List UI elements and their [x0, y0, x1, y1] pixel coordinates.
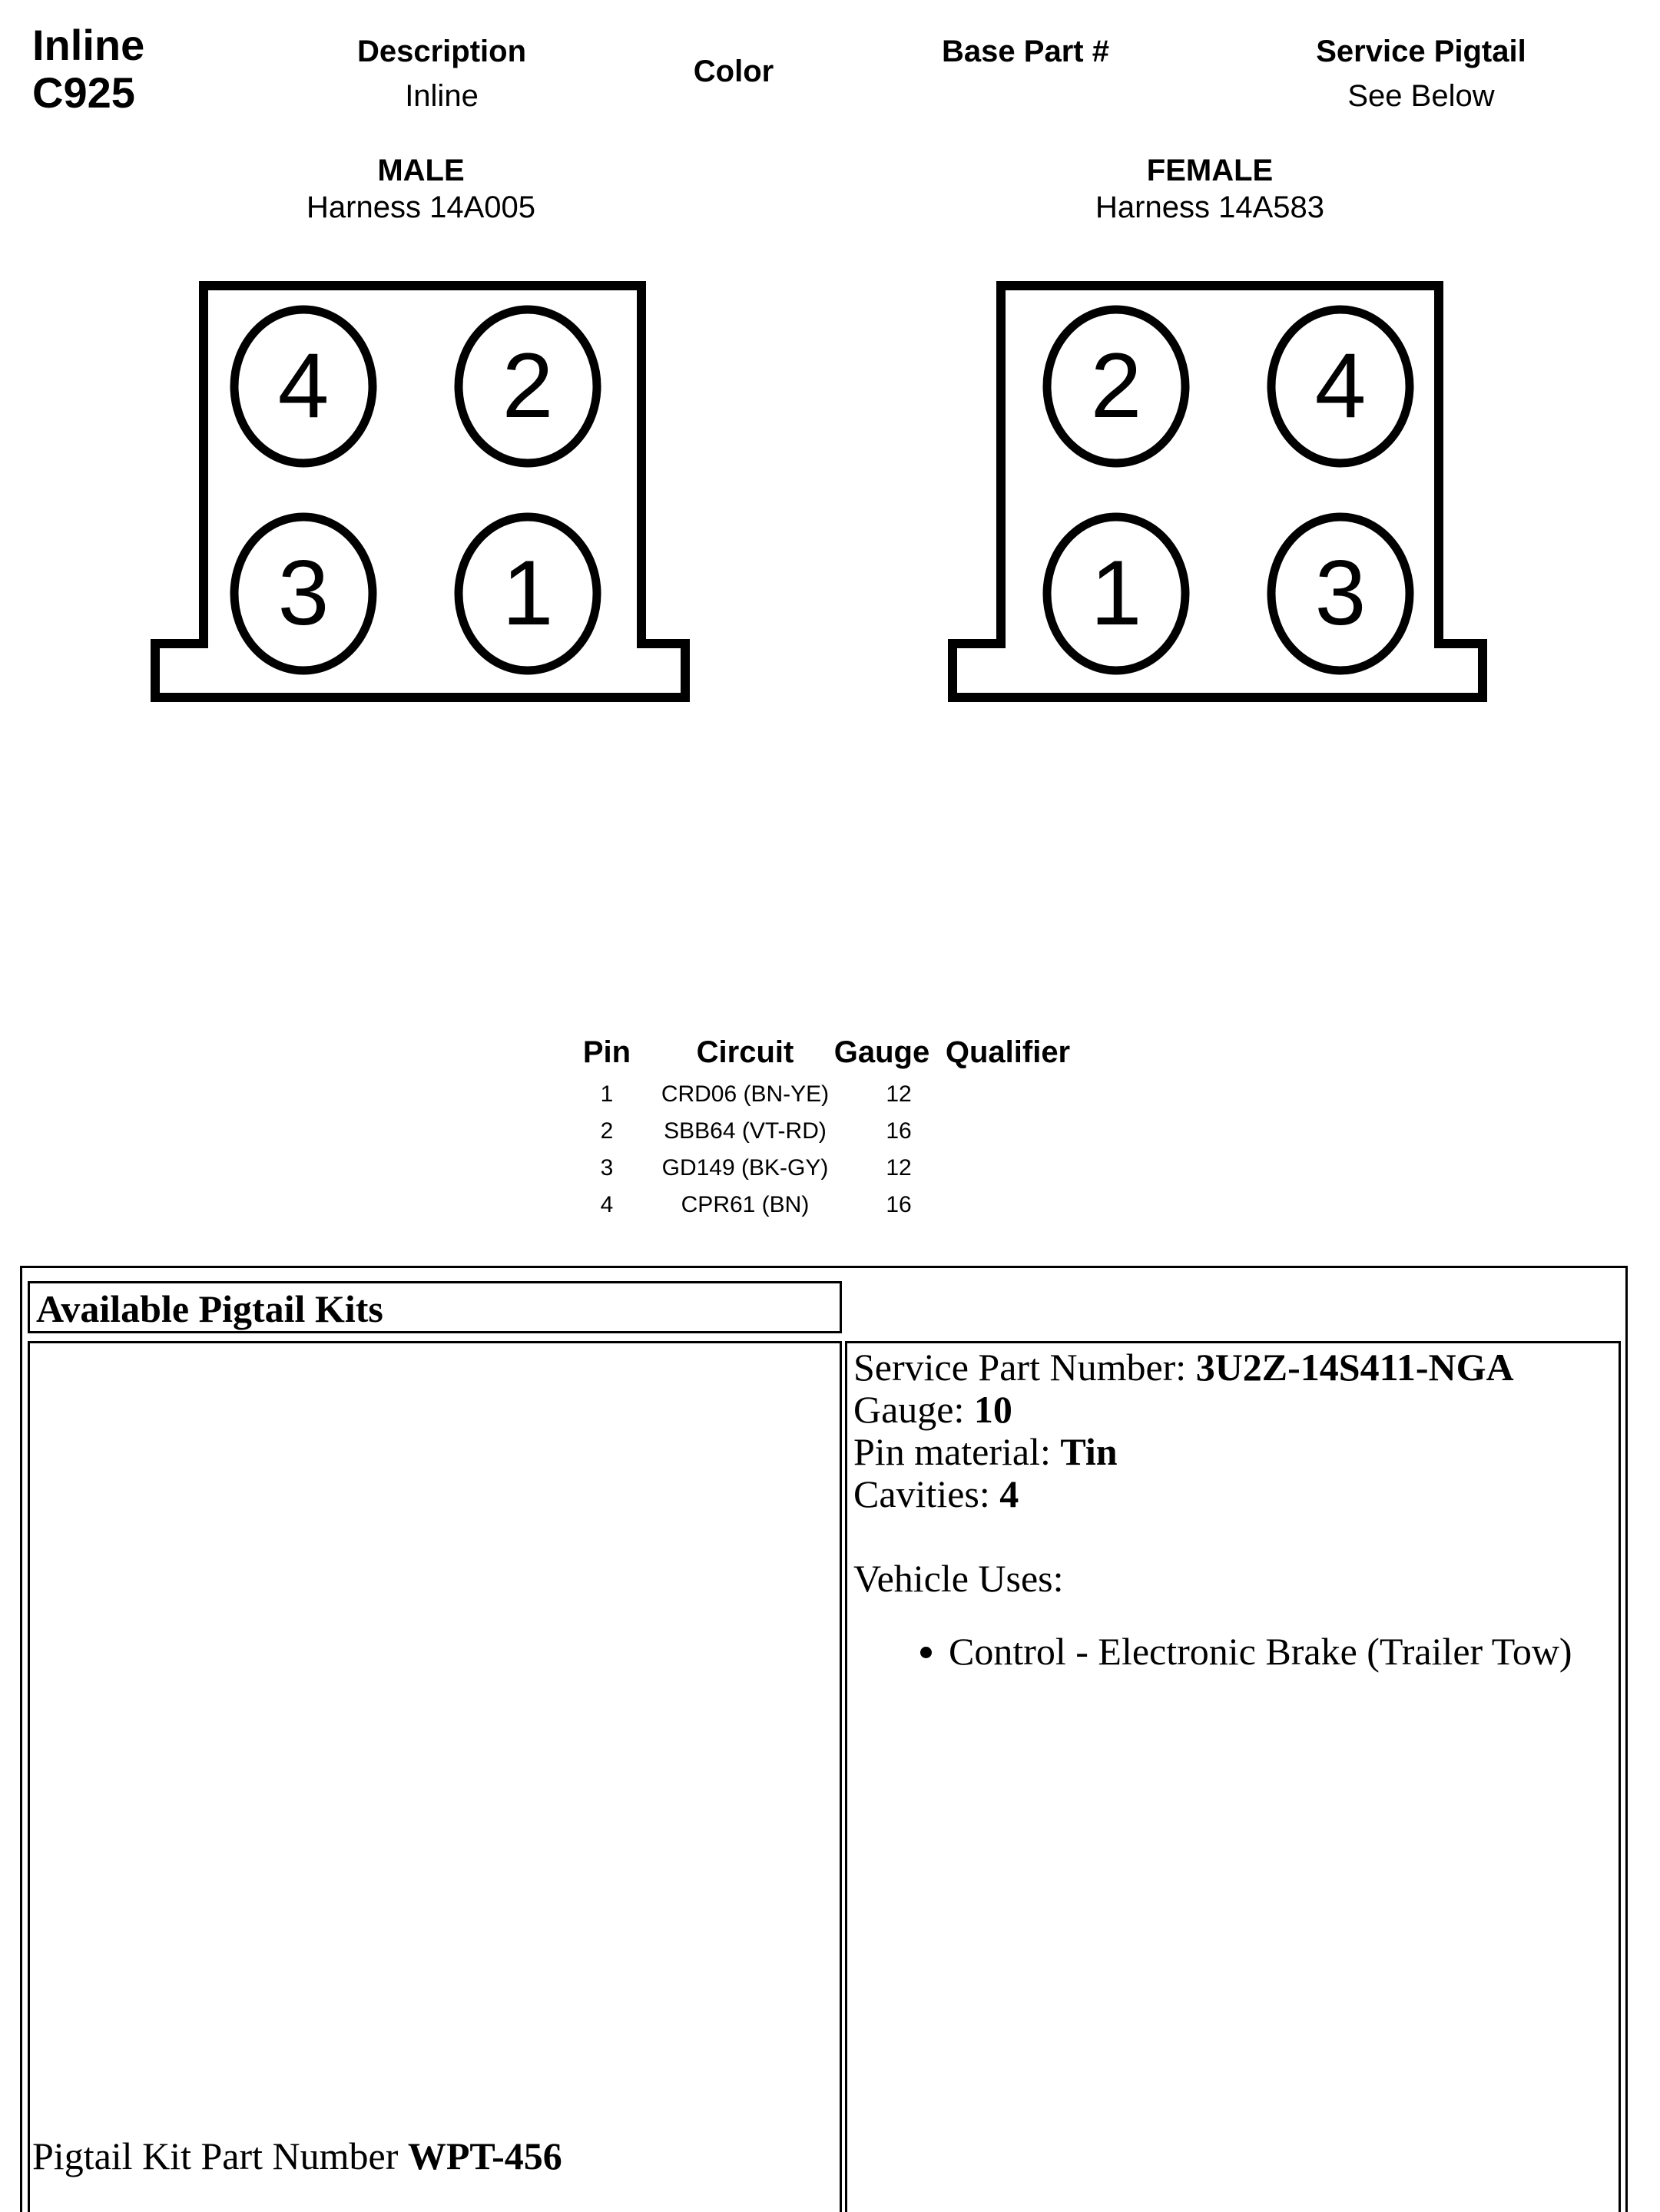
gauge-cell: 16 — [886, 1118, 912, 1144]
pigtail-kit-image-cell — [28, 1341, 842, 2212]
connector-id: C925 — [32, 68, 135, 117]
table-row — [568, 1155, 1091, 1192]
color-label: Color — [693, 55, 774, 88]
circuit-cell: GD149 (BK-GY) — [661, 1155, 829, 1181]
cavities-label: Cavities: — [853, 1472, 1000, 1515]
kit-part-value: WPT-456 — [407, 2134, 562, 2177]
table-row — [568, 1118, 1091, 1155]
pin-table-header — [568, 1035, 1091, 1081]
pin-cell: 2 — [600, 1118, 614, 1144]
pin-material-label: Pin material: — [853, 1430, 1061, 1473]
female-label: FEMALE — [1146, 154, 1274, 187]
gauge-cell: 16 — [886, 1192, 912, 1217]
connector-type: Inline — [32, 21, 145, 69]
circuit-cell: CRD06 (BN-YE) — [661, 1081, 830, 1107]
table-row — [568, 1192, 1091, 1229]
kit-gauge-value: 10 — [973, 1388, 1012, 1431]
male-connector-outline — [155, 286, 685, 697]
pigtail-kit-part-number — [32, 2134, 562, 2178]
gauge-header: Gauge — [833, 1035, 930, 1069]
male-pin-number: 2 — [502, 334, 554, 437]
pin-material — [853, 1431, 1619, 1473]
female-pin-number: 2 — [1090, 334, 1142, 437]
female-pin-number: 4 — [1314, 334, 1367, 437]
table-row — [568, 1081, 1091, 1118]
pin-cell: 3 — [600, 1155, 614, 1181]
base-part-label: Base Part # — [942, 35, 1109, 68]
circuit-cell: CPR61 (BN) — [681, 1192, 810, 1217]
cavities-value: 4 — [999, 1472, 1019, 1515]
qualifier-header: Qualifier — [945, 1035, 1071, 1069]
pigtail-kit-details — [845, 1341, 1621, 2212]
gauge-cell: 12 — [886, 1155, 912, 1181]
male-label-block — [152, 152, 690, 226]
pin-cell: 4 — [600, 1192, 614, 1217]
service-part-number — [853, 1346, 1619, 1389]
vehicle-uses-label: Vehicle Uses: — [853, 1557, 1064, 1600]
base-part-column — [849, 29, 1202, 74]
circuit-header: Circuit — [696, 1035, 794, 1069]
service-pigtail-column — [1244, 29, 1598, 118]
connector-title — [32, 22, 144, 117]
kit-gauge — [853, 1389, 1619, 1431]
female-label-block — [941, 152, 1479, 226]
service-pigtail-value: See Below — [1347, 79, 1495, 113]
male-label: MALE — [377, 154, 465, 187]
kit-part-label: Pigtail Kit Part Number — [32, 2134, 408, 2177]
male-pin-number: 4 — [277, 334, 330, 437]
male-connector-diagram — [146, 276, 699, 707]
vehicle-uses-list — [853, 1631, 1619, 1673]
pin-table — [568, 1035, 1091, 1229]
pin-cell: 1 — [600, 1081, 614, 1107]
circuit-cell: SBB64 (VT-RD) — [664, 1118, 827, 1144]
female-pin-number: 3 — [1314, 541, 1367, 644]
cavities — [853, 1473, 1619, 1515]
pin-header: Pin — [582, 1035, 631, 1069]
female-harness: Harness 14A583 — [1095, 190, 1324, 224]
male-pin-number: 3 — [277, 541, 330, 644]
gauge-cell: 12 — [886, 1081, 912, 1107]
male-harness: Harness 14A005 — [306, 190, 535, 224]
female-pin-number: 1 — [1090, 541, 1142, 644]
description-value: Inline — [405, 79, 479, 113]
service-pigtail-label: Service Pigtail — [1316, 35, 1526, 68]
list-item: • Control - Electronic Brake (Trailer Tow) — [949, 1631, 1619, 1673]
pigtail-kits-heading: Available Pigtail Kits — [28, 1281, 842, 1333]
service-part-value: 3U2Z-14S411-NGA — [1195, 1346, 1514, 1389]
male-pin-number: 1 — [502, 541, 554, 644]
female-connector-diagram — [943, 276, 1496, 707]
pin-material-value: Tin — [1060, 1430, 1118, 1473]
description-label: Description — [356, 35, 527, 68]
kit-gauge-label: Gauge: — [853, 1388, 974, 1431]
service-part-label: Service Part Number: — [853, 1346, 1196, 1389]
